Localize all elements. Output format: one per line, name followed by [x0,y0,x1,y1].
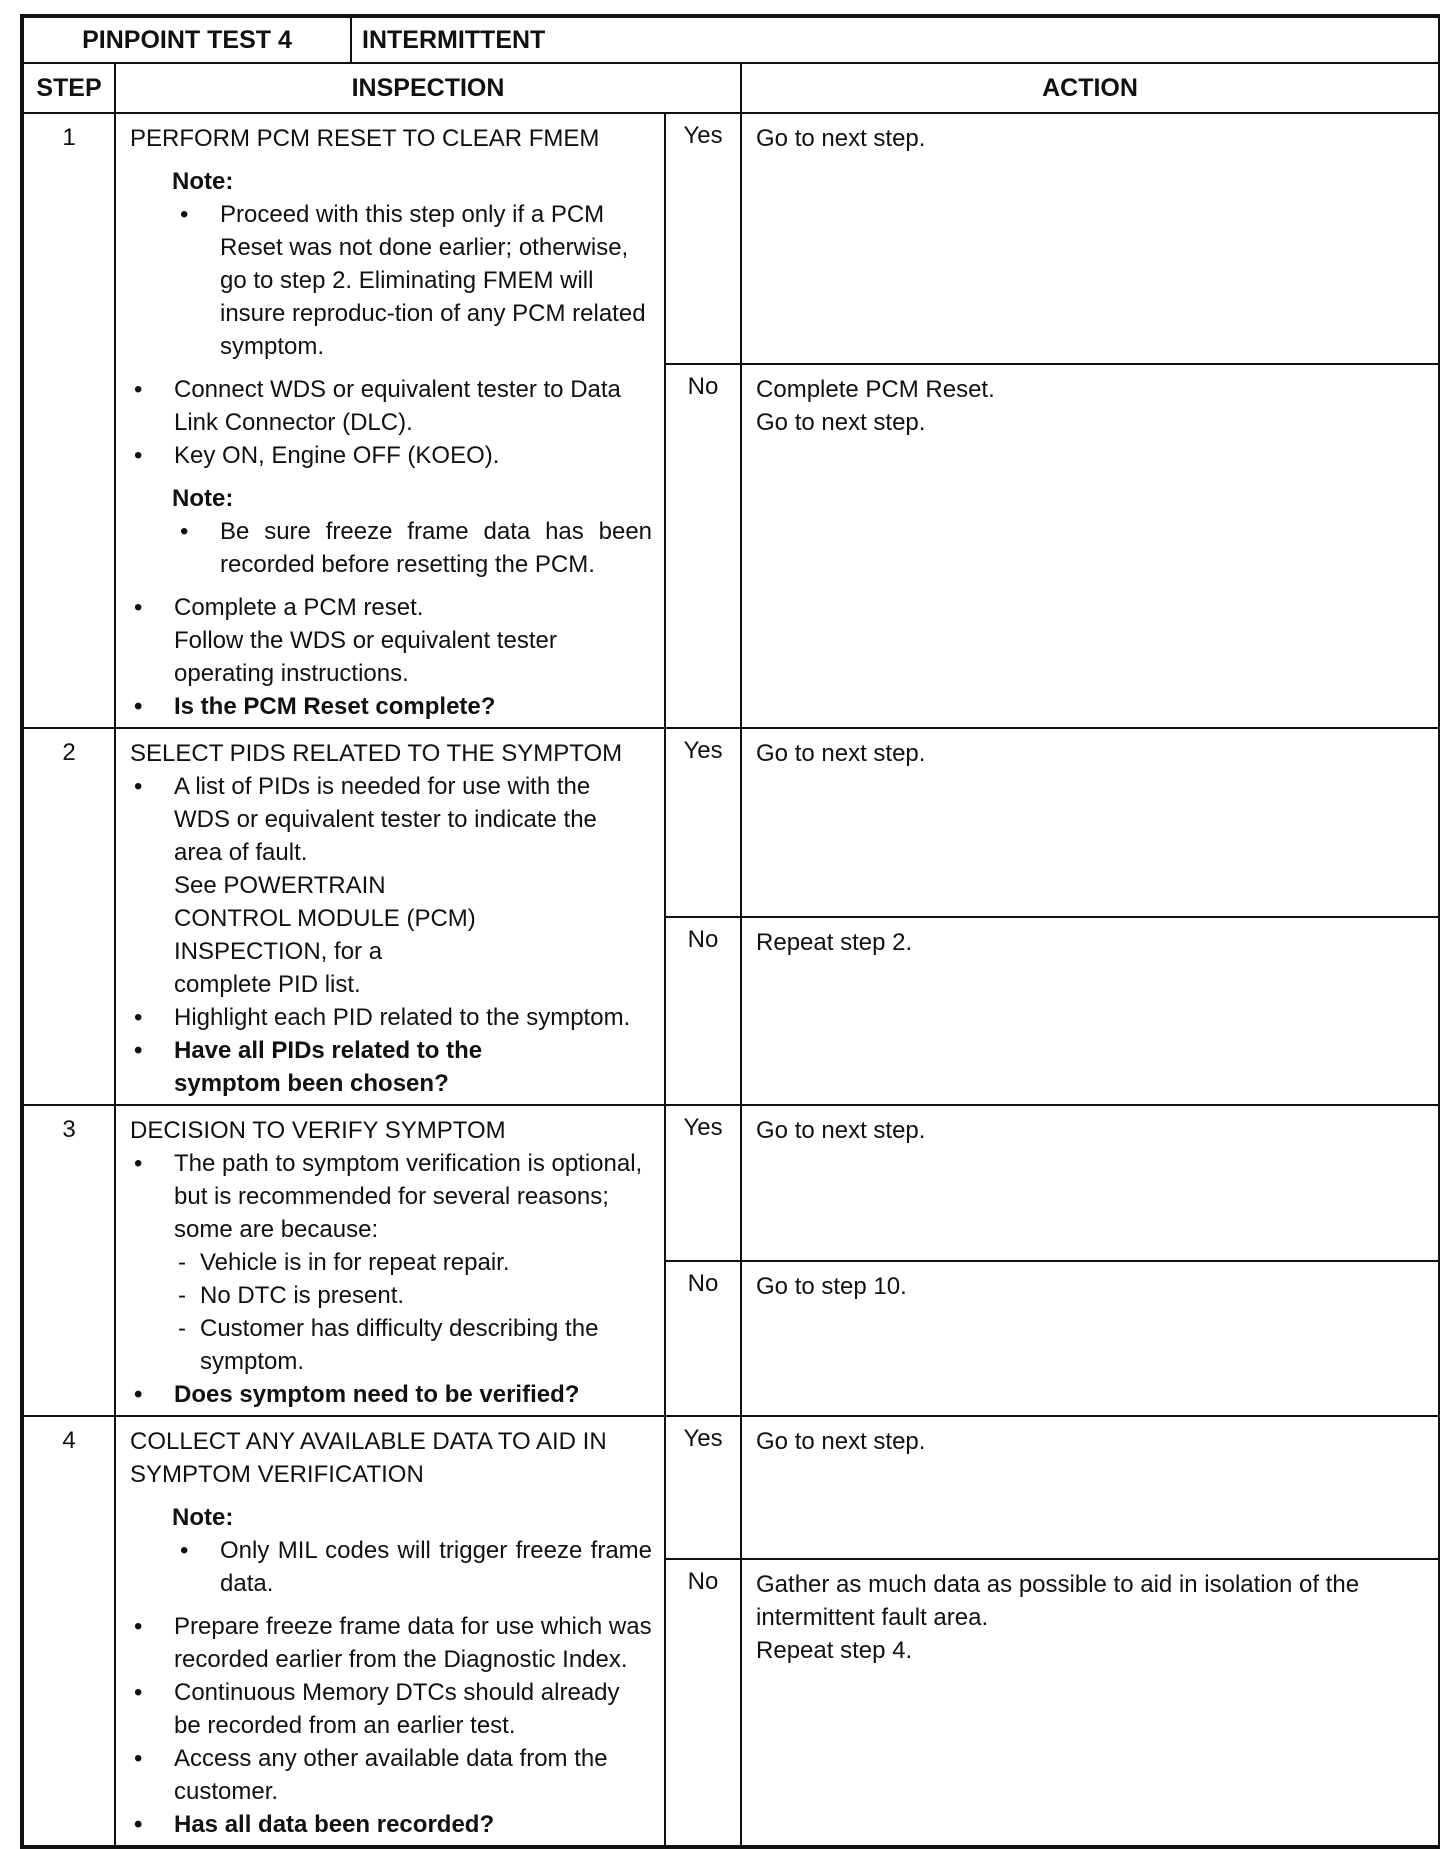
inspection-column-header: INSPECTION [115,63,741,113]
no-label: No [665,364,741,728]
note-label: Note: [172,168,234,195]
yes-action: Go to next step. [741,113,1439,364]
note-item: • Proceed with this step only if a PCM Reset was not done earlier; otherwise, go to step 2. Eliminating FMEM will insure reproduc-tion of any PCM related symptom. [172,198,652,363]
no-action [741,1559,1439,1847]
bullet-line: • Complete a PCM reset. [174,594,424,621]
bullet-item: • Key ON, Engine OFF (KOEO). [130,439,652,472]
step-title: PERFORM PCM RESET TO CLEAR FMEM [130,125,600,152]
action-line: Go to next step. [756,409,926,437]
question-item: • Is the PCM Reset complete? [130,690,652,723]
step-title: COLLECT ANY AVAILABLE DATA TO AID IN SYMPTOM VERIFICATION [130,1428,607,1488]
step-3-yes-row [23,1105,1439,1261]
test-name: INTERMITTENT [351,17,1439,63]
step-title: SELECT PIDS RELATED TO THE SYMPTOM [130,740,623,767]
note-label: Note: [172,1504,234,1531]
bullet-line: See POWERTRAIN CONTROL MODULE (PCM) INSPECTION, for a complete PID list. [174,872,476,998]
action-line: Repeat step 4. [756,1636,913,1664]
bullet-item [130,770,652,1001]
step-4-inspection [115,1416,665,1846]
dash-item: - No DTC is present. [130,1279,652,1312]
bullet-item: • Highlight each PID related to the symptom. [130,1001,652,1034]
no-label: No [665,1261,741,1417]
step-number: 4 [23,1416,115,1846]
step-number: 1 [23,113,115,728]
step-number: 3 [23,1105,115,1416]
step-column-header: STEP [23,63,115,113]
yes-label: Yes [665,1416,741,1559]
bullet-item [130,591,652,690]
action-line: Complete PCM Reset. [756,376,995,404]
dash-item: - Customer has difficulty describing the symptom. [130,1312,652,1378]
yes-action: Go to next step. [741,1105,1439,1261]
note-item: • Only MIL codes will trigger freeze frame data. [172,1534,652,1600]
no-label: No [665,917,741,1106]
note-block [172,1501,652,1600]
bullet-item: • Access any other available data from the customer. [130,1742,652,1808]
pinpoint-test-document [20,14,1440,1849]
pinpoint-table [22,16,1440,1847]
yes-label: Yes [665,113,741,364]
step-4-yes-row [23,1416,1439,1559]
bullet-item: • Continuous Memory DTCs should already be recorded from an earlier test. [130,1676,652,1742]
no-action [741,364,1439,728]
bullet-item: • Connect WDS or equivalent tester to Data Link Connector (DLC). [130,373,652,439]
note-item: • Be sure freeze frame data has been recorded before resetting the PCM. [172,515,652,581]
step-number: 2 [23,728,115,1105]
question-item: • Has all data been recorded? [130,1808,652,1841]
step-2-yes-row [23,728,1439,917]
step-1-inspection [115,113,665,728]
yes-label: Yes [665,728,741,917]
note-label: Note: [172,485,234,512]
action-line: Gather as much data as possible to aid in isolation of the intermittent fault area. [756,1570,1360,1631]
note-block [172,165,652,363]
no-action: Go to step 10. [741,1261,1439,1417]
yes-action: Go to next step. [741,728,1439,917]
yes-action: Go to next step. [741,1416,1439,1559]
bullet-line: • A list of PIDs is needed for use with the WDS or equivalent tester to indicate the area of fault. [174,773,597,866]
question-item: • Have all PIDs related to the symptom been chosen? [130,1034,652,1100]
action-column-header: ACTION [741,63,1439,113]
column-header-row [23,63,1439,113]
note-block [172,482,652,581]
question-item: • Does symptom need to be verified? [130,1378,652,1411]
bullet-line: Follow the WDS or equivalent tester operating instructions. [174,627,557,687]
bullet-item: • Prepare freeze frame data for use which was recorded earlier from the Diagnostic Index. [130,1610,652,1676]
step-3-inspection [115,1105,665,1416]
yes-label: Yes [665,1105,741,1261]
no-action: Repeat step 2. [741,917,1439,1106]
bullet-item: • The path to symptom verification is optional, but is recommended for several reasons; some are because: [130,1147,652,1246]
test-label: PINPOINT TEST 4 [23,17,351,63]
title-row [23,17,1439,63]
step-1-yes-row [23,113,1439,364]
no-label: No [665,1559,741,1847]
step-title: DECISION TO VERIFY SYMPTOM [130,1117,506,1144]
step-2-inspection [115,728,665,1105]
dash-item: - Vehicle is in for repeat repair. [130,1246,652,1279]
